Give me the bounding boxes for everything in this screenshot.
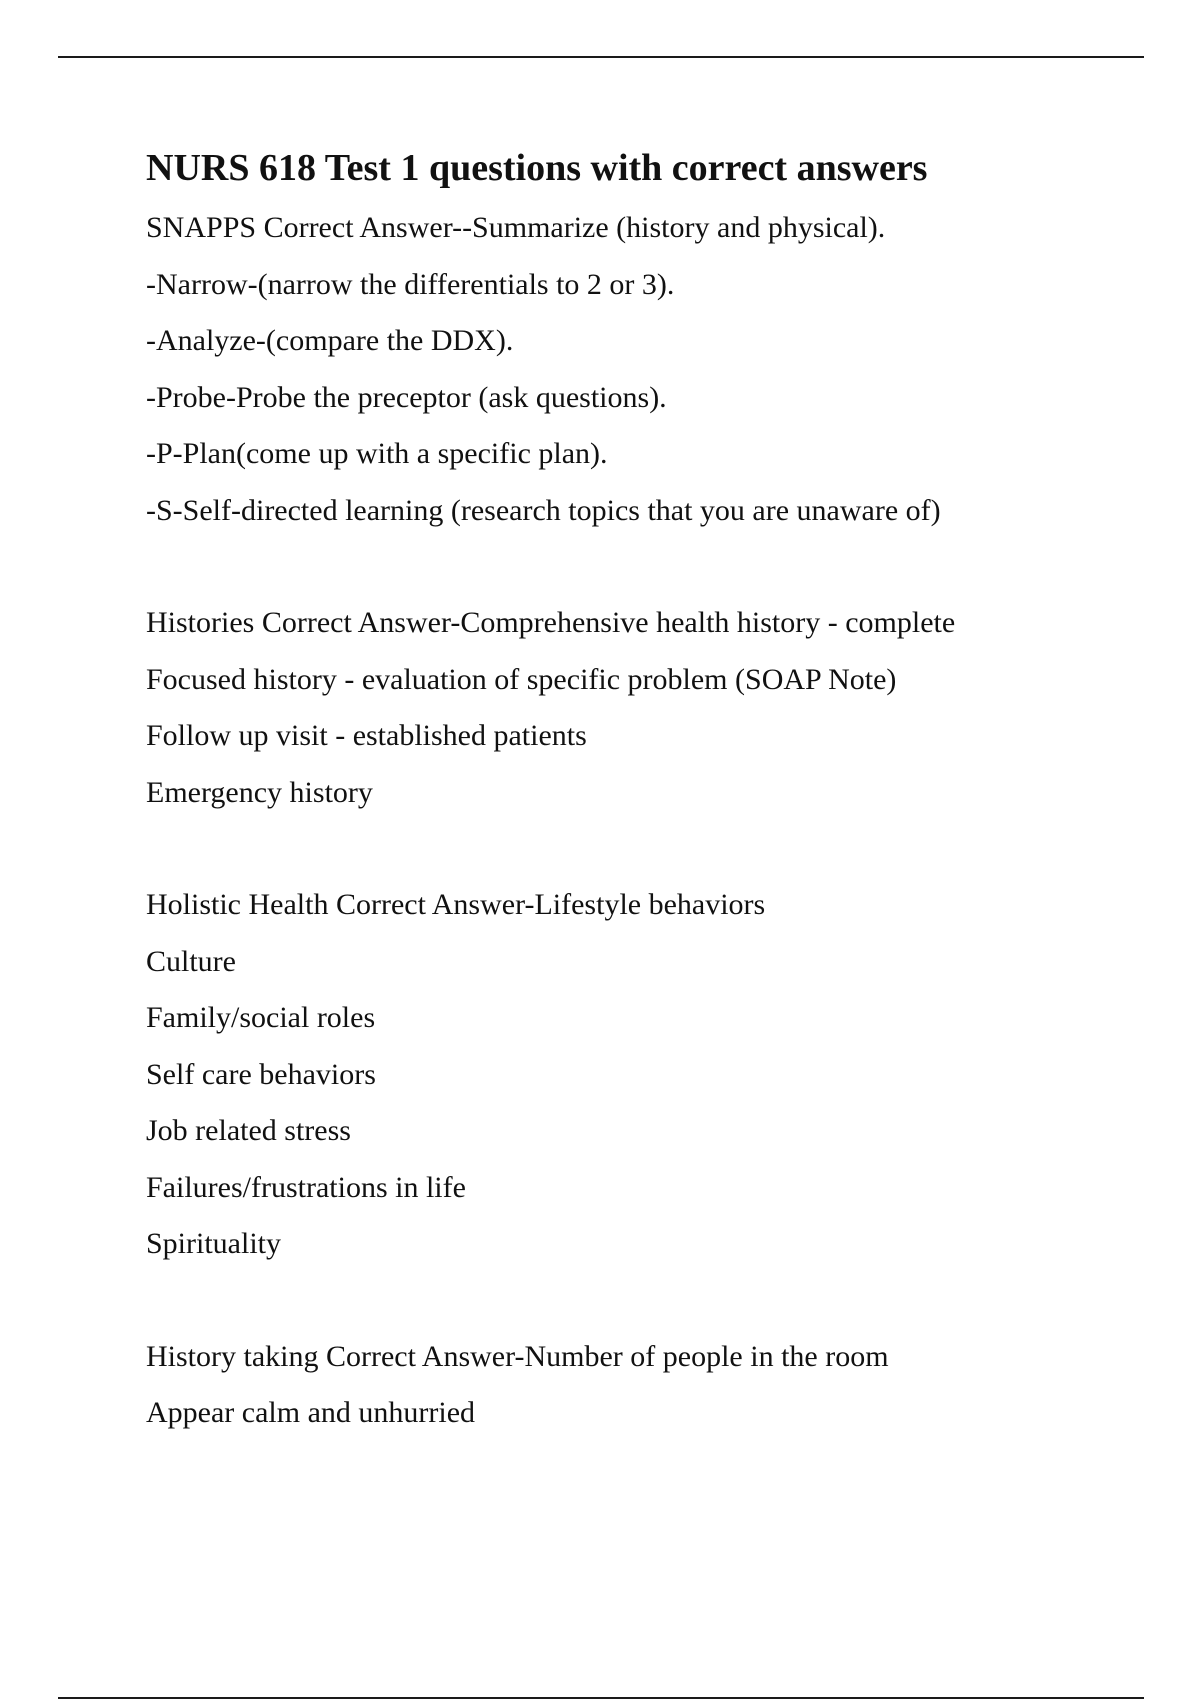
section-gap [146,1273,1136,1329]
qa-line: -Narrow-(narrow the differentials to 2 or 3). [146,267,675,301]
qa-line: SNAPPS Correct Answer--Summarize (history and physical). [146,211,886,244]
qa-line: Self care behaviors [146,1057,376,1091]
qa-line: Follow up visit - established patients [146,719,587,752]
section-histories [146,595,1136,821]
qa-line: -Analyze-(compare the DDX). [146,324,514,357]
section-snapps [146,200,1136,539]
bottom-rule [58,1697,1144,1699]
qa-line: Appear calm and unhurried [146,1396,476,1429]
qa-line: Emergency history [146,775,373,809]
qa-line: History taking Correct Answer-Number of people in the room [146,1339,889,1373]
section-holistic-health [146,877,1136,1273]
qa-line: Job related stress [146,1114,351,1147]
qa-line: Spirituality [146,1227,281,1260]
qa-line: Focused history - evaluation of specific problem (SOAP Note) [146,662,897,696]
qa-line: -Probe-Probe the preceptor (ask questions). [146,380,667,414]
section-history-taking [146,1329,1136,1442]
qa-line: Holistic Health Correct Answer-Lifestyle behaviors [146,888,766,921]
document-title: NURS 618 Test 1 questions with correct answers [146,147,928,189]
section-gap [146,539,1136,595]
qa-line: -P-Plan(come up with a specific plan). [146,437,608,470]
qa-line: -S-Self-directed learning (research topics that you are unaware of) [146,493,941,527]
top-rule [58,56,1144,58]
qa-line: Family/social roles [146,1001,376,1034]
qa-line: Histories Correct Answer-Comprehensive health history - complete [146,606,956,639]
document-body [146,142,1136,1442]
qa-line: Culture [146,944,236,978]
qa-line: Failures/frustrations in life [146,1170,466,1204]
section-gap [146,821,1136,877]
